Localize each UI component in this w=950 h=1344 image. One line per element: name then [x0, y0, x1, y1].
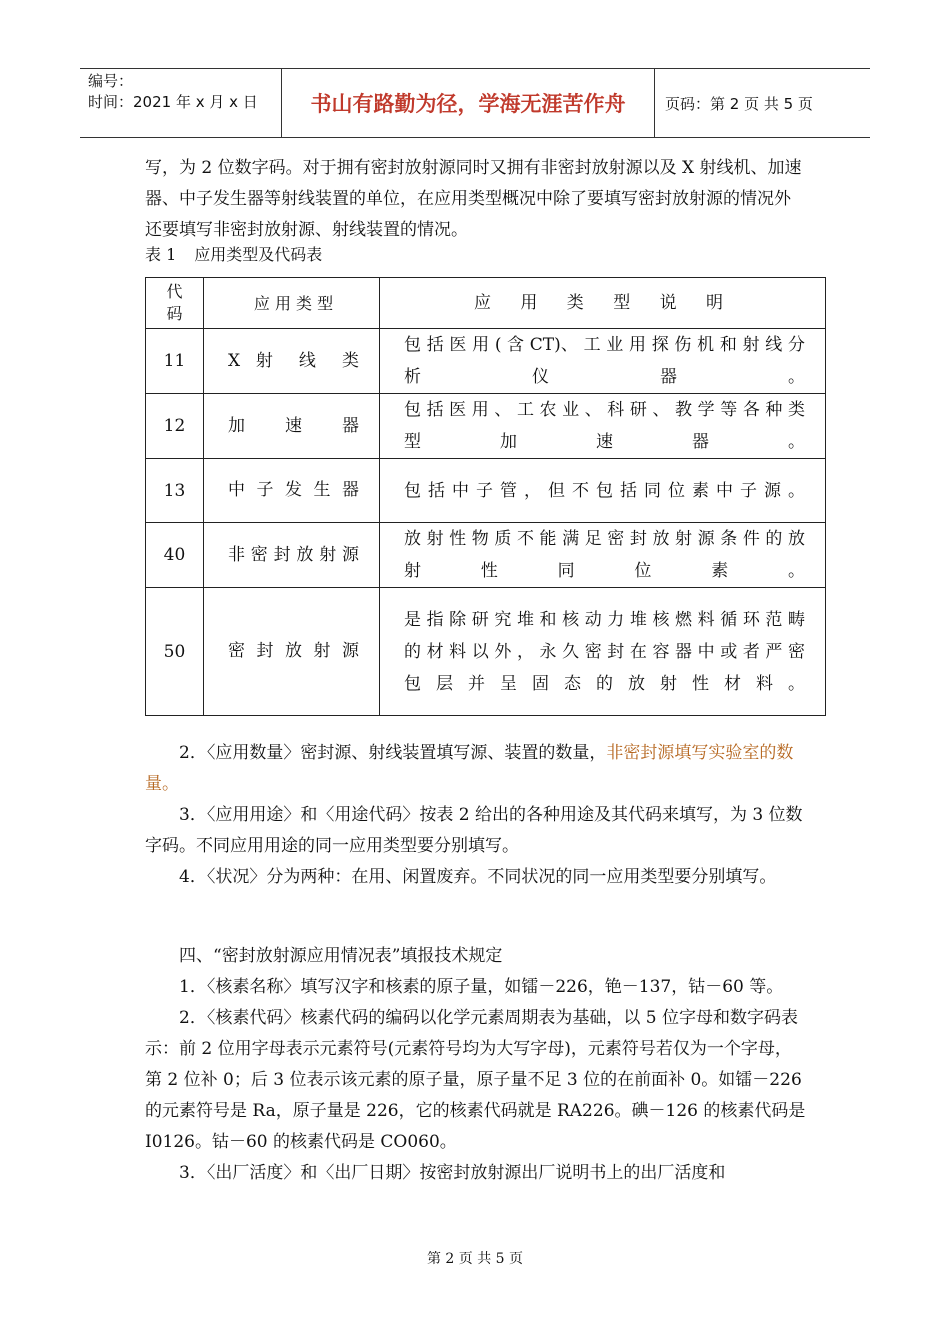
document-date: 时间：2021 年 x 月 x 日: [88, 93, 258, 111]
intro-paragraph: [145, 153, 807, 246]
section-4-item-2: 2．〈核素代码〉核素代码的编码以化学元素周期表为基础，以 5 位字母和数字码表示：前 2 位用字母表示元素符号(元素符号均为大写字母)，元素符号若仅为一个字母，第 2 位补 0；后 3 位表示该元素的原子量，原子量不足 3 位的在前面补 0。如镭－226 的元素符号是 Ra，原子量是 226，它的核素代码就是 RA226。碘－126 的核素代码是 I0126。钴－60 的核素代码是 CO060。: [145, 1008, 806, 1152]
row-description: 包 括 医 用 、 工 农 业 、 科 研 、 教 学 等 各 种 类 型 加 速 器 。: [380, 394, 826, 459]
section-4: [145, 941, 807, 1189]
item-2: [145, 738, 807, 800]
header-meta: [80, 69, 282, 137]
header-type: 应 用 类 型: [204, 278, 380, 329]
table-row: [146, 394, 826, 459]
header-description: 应 用 类 型 说 明: [380, 278, 826, 329]
table-row: [146, 459, 826, 523]
table-row: [146, 523, 826, 588]
row-type: 密 封 放 射 源: [204, 588, 380, 716]
row-type: X 射 线 类: [204, 329, 380, 394]
section-4-heading: 四、“密封放射源应用情况表”填报技术规定: [179, 946, 503, 966]
table-header-row: [146, 278, 826, 329]
row-description: 包 括 中 子 管 ， 但 不 包 括 同 位 素 中 子 源 。: [380, 459, 826, 523]
application-type-table: [145, 277, 826, 716]
row-code: 11: [146, 329, 204, 394]
row-description: 放 射 性 物 质 不 能 满 足 密 封 放 射 源 条 件 的 放 射 性 同 位 素 。: [380, 523, 826, 588]
row-description: 包 括 医 用 ( 含 CT)、 工 业 用 探 伤 机 和 射 线 分 析 仪 器 。: [380, 329, 826, 394]
row-code: 50: [146, 588, 204, 716]
document-number: 编号：: [88, 72, 134, 90]
page-footer: 第 2 页 共 5 页: [426, 1251, 524, 1267]
page-header: [80, 68, 870, 138]
table-caption: [145, 242, 322, 265]
header-page-number: 页码：第 2 页 共 5 页: [665, 94, 813, 113]
items-section: [145, 738, 807, 893]
row-type: 中 子 发 生 器: [204, 459, 380, 523]
header-motto-cell: [282, 69, 655, 137]
row-code: 40: [146, 523, 204, 588]
table-row: [146, 588, 826, 716]
section-4-item-1: 1．〈核素名称〉填写汉字和核素的原子量，如镭－226，铯－137，钴－60 等。: [179, 977, 784, 997]
item-3: 3．〈应用用途〉和〈用途代码〉按表 2 给出的各种用途及其代码来填写，为 3 位数字码。不同应用用途的同一应用类型要分别填写。: [145, 805, 803, 856]
item-2-highlight: 非密封源填写实验室的数量。: [145, 743, 794, 794]
row-description: 是 指 除 研 究 堆 和 核 动 力 堆 核 燃 料 循 环 范 畴 的 材 料 以 外 ， 永 久 密 封 在 容 器 中 或 者 严 密 包 层 并 呈 固 态 的 放 射 性 材 料 。: [380, 588, 826, 716]
table-caption-number: 表 1: [145, 245, 177, 264]
item-2-text: 2．〈应用数量〉密封源、射线装置填写源、装置的数量，: [179, 743, 607, 763]
header-motto: 书山有路勤为径，学海无涯苦作舟: [310, 92, 626, 116]
row-code: 13: [146, 459, 204, 523]
table-row: [146, 329, 826, 394]
row-type: 加 速 器: [204, 394, 380, 459]
section-4-item-3: 3．〈出厂活度〉和〈出厂日期〉按密封放射源出厂说明书上的出厂活度和: [179, 1163, 726, 1183]
row-code: 12: [146, 394, 204, 459]
item-4: 4．〈状况〉分为两种：在用、闲置废弃。不同状况的同一应用类型要分别填写。: [179, 867, 777, 887]
table-caption-title: 应用类型及代码表: [194, 245, 323, 264]
header-code: 代码: [146, 278, 204, 329]
intro-text: 写，为 2 位数字码。对于拥有密封放射源同时又拥有非密封放射源以及 X 射线机、加速器、中子发生器等射线装置的单位，在应用类型概况中除了要填写密封放射源的情况外还要填写非密封放射源、射线装置的情况。: [145, 158, 802, 240]
row-type: 非 密 封 放 射 源: [204, 523, 380, 588]
